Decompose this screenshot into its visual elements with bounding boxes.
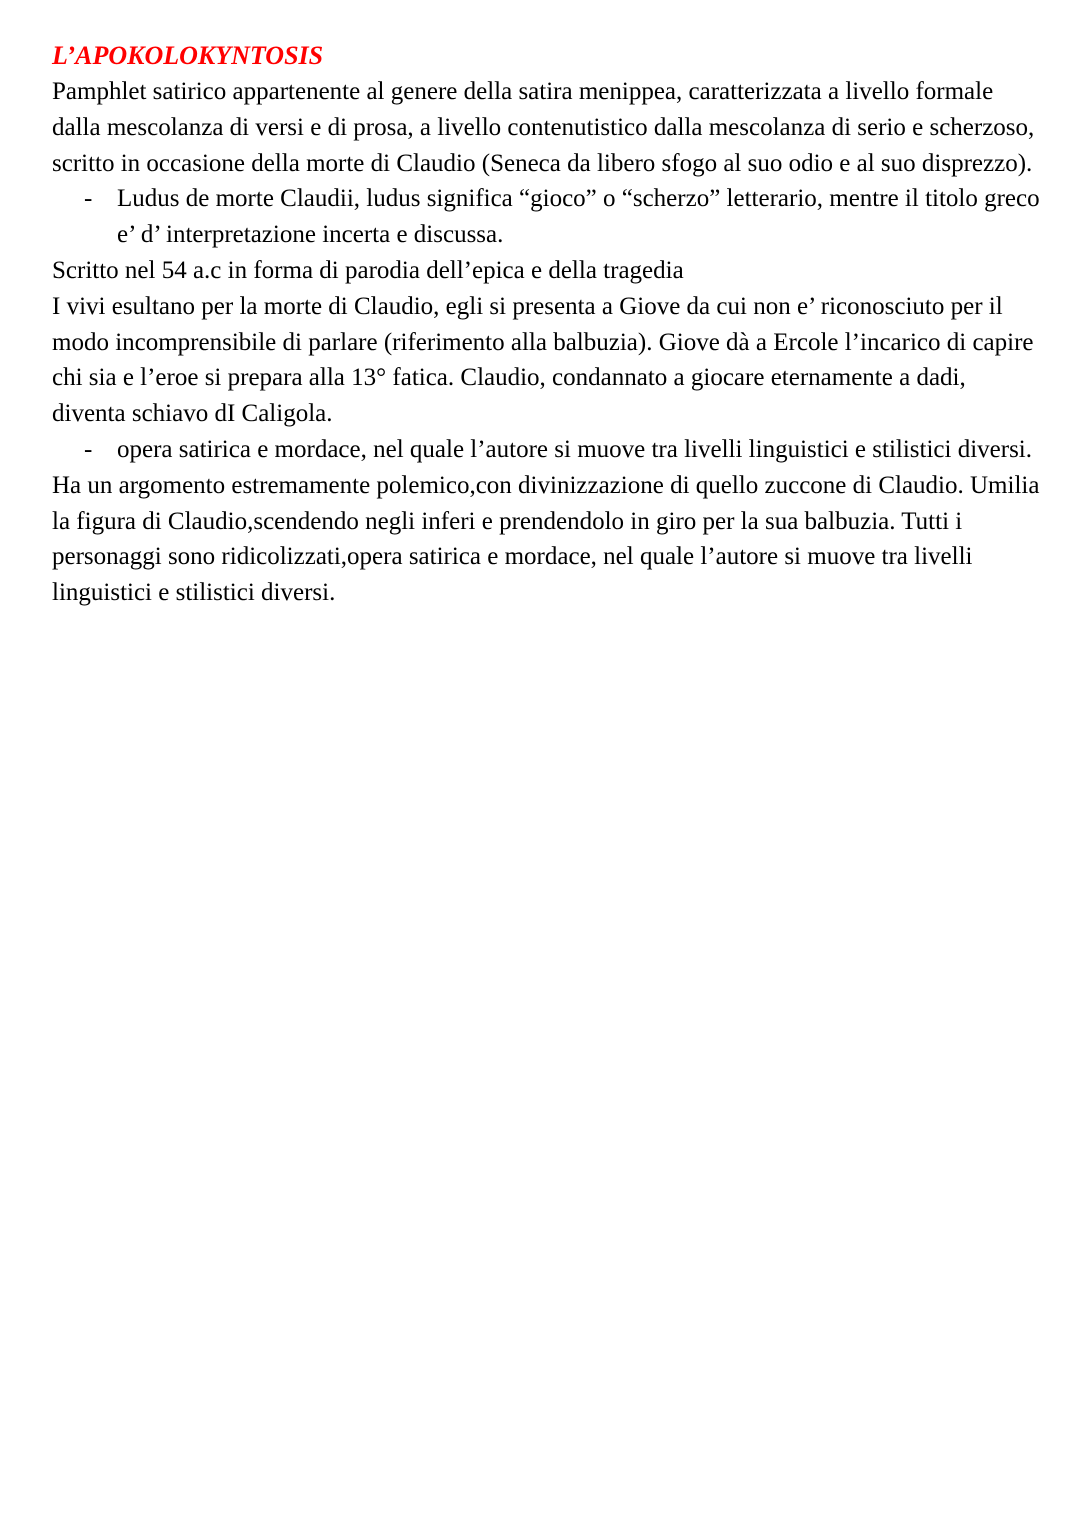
bullet-item-satire	[52, 432, 1042, 468]
bullet-text: opera satirica e mordace, nel quale l’autore si muove tra livelli linguistici e stilistici diversi.	[117, 435, 1032, 463]
paragraph-argument: Ha un argomento estremamente polemico,con divinizzazione di quello zuccone di Claudio. Umilia la figura di Claudio,scendendo negli inferi e prendendolo in giro per la sua balbuzia. Tutti i personaggi sono ridicolizzati,opera satirica e mordace, nel quale l’autore si muove tra livelli linguistici e stilistici diversi.	[52, 471, 1040, 607]
bullet-text: Ludus de morte Claudii, ludus significa “gioco” o “scherzo” letterario, mentre il titolo greco e’ d’ interpretazione incerta e discussa.	[117, 185, 1040, 249]
bullet-marker: -	[84, 185, 93, 213]
paragraph-date: Scritto nel 54 a.c in forma di parodia dell’epica e della tragedia	[52, 256, 684, 284]
document-page	[52, 38, 1042, 611]
paragraph-intro: Pamphlet satirico appartenente al genere della satira menippea, caratterizzata a livello formale dalla mescolanza di versi e di prosa, a livello contenutistico dalla mescolanza di serio e scherzoso, scritto in occasione della morte di Claudio (Seneca da libero sfogo al suo odio e al suo disprezzo).	[52, 78, 1035, 177]
paragraph-plot: I vivi esultano per la morte di Claudio, egli si presenta a Giove da cui non e’ riconosciuto per il modo incomprensibile di parlare (riferimento alla balbuzia). Giove dà a Ercole l’incarico di capire chi sia e l’eroe si prepara alla 13° fatica. Claudio, condannato a giocare eternamente a dadi, diventa schiavo dI Caligola.	[52, 292, 1034, 428]
bullet-item-ludus	[52, 181, 1042, 253]
bullet-marker: -	[84, 435, 93, 463]
document-title: L’APOKOLOKYNTOSIS	[52, 41, 324, 70]
